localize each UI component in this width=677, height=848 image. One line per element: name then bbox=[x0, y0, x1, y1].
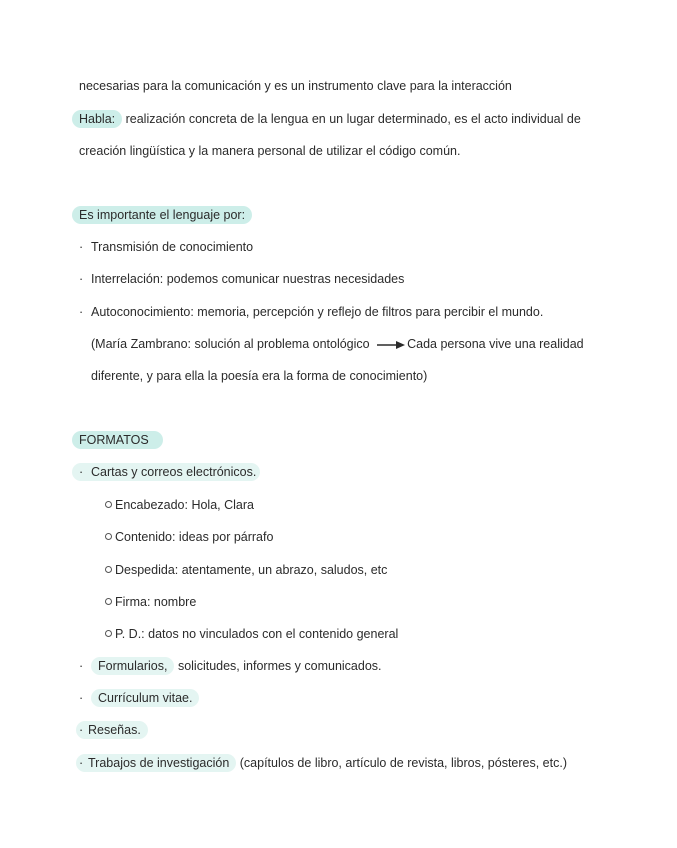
investigacion-highlight: Trabajos de investigación bbox=[88, 756, 230, 770]
formatos-subitem-5 bbox=[105, 626, 398, 642]
formatos-subitem-3 bbox=[105, 562, 387, 578]
bullet-marker: · bbox=[79, 756, 84, 770]
importance-item-text: Autoconocimiento: memoria, percepción y reflejo de filtros para percibir el mundo. bbox=[91, 305, 544, 319]
importance-item-text: Transmisión de conocimiento bbox=[91, 240, 254, 254]
bullet-marker: · bbox=[79, 723, 84, 737]
habla-term: Habla: bbox=[72, 110, 122, 128]
bullet-marker: · bbox=[79, 240, 84, 254]
arrow-right-icon bbox=[377, 340, 405, 350]
subitem-text: Despedida: atentamente, un abrazo, saludos, etc bbox=[115, 563, 388, 577]
bullet-marker: · bbox=[79, 272, 84, 286]
bullet-marker: · bbox=[79, 691, 84, 705]
formatos-item-5 bbox=[79, 755, 567, 771]
circle-bullet-icon bbox=[105, 630, 112, 637]
formatos-item-2 bbox=[79, 658, 382, 674]
subitem-text: P. D.: datos no vinculados con el contenido general bbox=[115, 627, 399, 641]
formatos-item-1 bbox=[79, 464, 260, 480]
subitem-text: Contenido: ideas por párrafo bbox=[115, 530, 274, 544]
bullet-marker: · bbox=[79, 465, 84, 479]
circle-bullet-icon bbox=[105, 598, 112, 605]
importance-heading bbox=[79, 207, 252, 223]
formatos-item-3 bbox=[79, 690, 199, 706]
intro-line-3: creación lingüística y la manera personal de utilizar el código común. bbox=[79, 144, 461, 158]
circle-bullet-icon bbox=[105, 533, 112, 540]
zambrano-note-line-2: diferente, y para ella la poesía era la forma de conocimiento) bbox=[91, 369, 428, 383]
circle-bullet-icon bbox=[105, 501, 112, 508]
formatos-item-text: (capítulos de libro, artículo de revista, libros, pósteres, etc.) bbox=[236, 756, 567, 770]
importance-item-2 bbox=[79, 271, 404, 287]
importance-heading-text: Es importante el lenguaje por: bbox=[72, 206, 252, 224]
bullet-marker: · bbox=[79, 305, 84, 319]
importance-item-text: Interrelación: podemos comunicar nuestras necesidades bbox=[91, 272, 405, 286]
formatos-subitem-1 bbox=[105, 497, 254, 513]
formatos-subitem-4 bbox=[105, 594, 196, 610]
formatos-item-text: Reseñas. bbox=[88, 723, 141, 737]
zambrano-note-before: (María Zambrano: solución al problema ontológico bbox=[91, 337, 374, 351]
subitem-text: Encabezado: Hola, Clara bbox=[115, 498, 254, 512]
formatos-subitem-2 bbox=[105, 529, 273, 545]
bullet-marker: · bbox=[79, 659, 84, 673]
formatos-item-text: Cartas y correos electrónicos. bbox=[91, 465, 257, 479]
formatos-item-4 bbox=[79, 722, 148, 738]
zambrano-note-after: Cada persona vive una realidad bbox=[407, 337, 584, 351]
zambrano-note-line-1 bbox=[91, 336, 584, 352]
formatos-item-text: solicitudes, informes y comunicados. bbox=[174, 659, 382, 673]
formularios-highlight: Formularios, bbox=[91, 657, 174, 675]
intro-line-1: necesarias para la comunicación y es un instrumento clave para la interacción bbox=[79, 79, 512, 93]
importance-item-3 bbox=[79, 304, 543, 320]
circle-bullet-icon bbox=[105, 566, 112, 573]
intro-line-habla bbox=[79, 111, 581, 127]
importance-item-1 bbox=[79, 239, 253, 255]
formatos-heading-text: FORMATOS bbox=[72, 431, 163, 449]
formatos-heading bbox=[79, 432, 163, 448]
subitem-text: Firma: nombre bbox=[115, 595, 197, 609]
habla-definition: realización concreta de la lengua en un lugar determinado, es el acto individual de bbox=[122, 112, 581, 126]
curriculum-highlight: Currículum vitae. bbox=[91, 689, 199, 707]
